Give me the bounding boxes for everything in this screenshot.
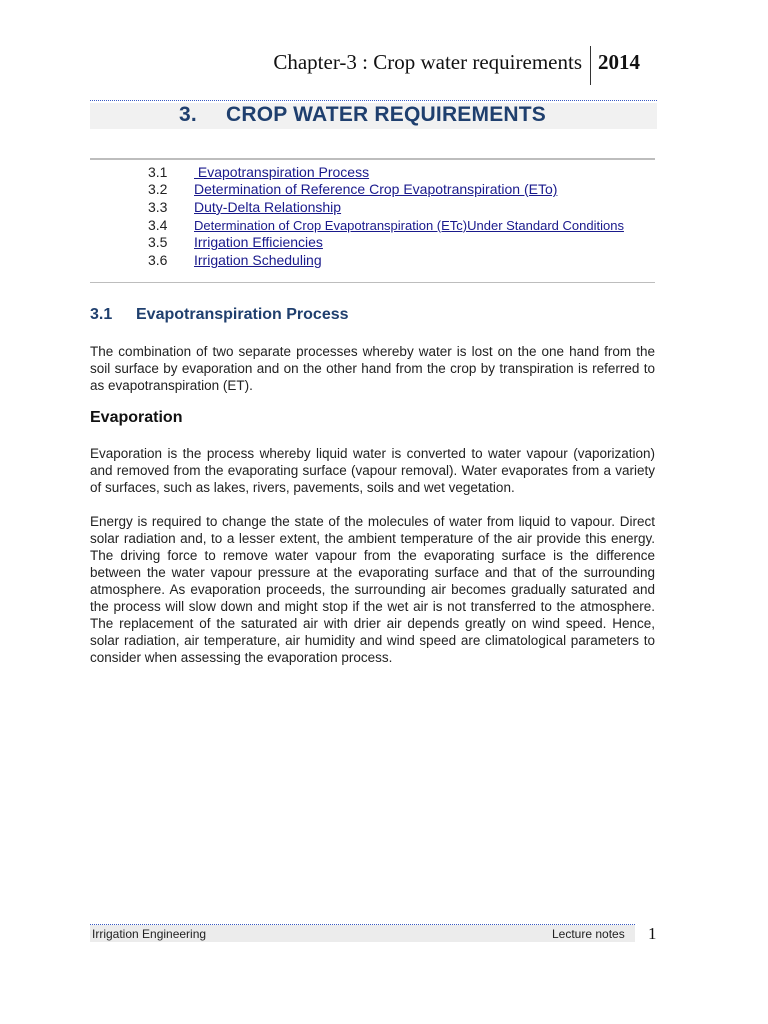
header-dotted-rule bbox=[90, 100, 657, 101]
toc-entry bbox=[148, 217, 624, 233]
toc-link-irrigation-scheduling[interactable]: Irrigation Scheduling bbox=[194, 252, 322, 268]
page-number: 1 bbox=[648, 924, 657, 943]
section-intro-paragraph: The combination of two separate processes whereby water is lost on the one hand from the soil surface by evaporation and on the other hand from the crop by transpiration is referred to as evapotranspiration (ET). bbox=[90, 344, 655, 393]
evaporation-paragraph-2: Energy is required to change the state of the molecules of water from liquid to vapour. Direct solar radiation and, to a lesser extent, the ambient temperature of the air provide this energy. The driving force to remove water vapour from the evaporating surface is the difference between the water vapour pressure at the evaporating surface and that of the surrounding atmosphere. As evaporation proceeds, the surrounding air becomes gradually saturated and the process will slow down and might stop if the wet air is not transferred to the atmosphere. The replacement of the saturated air with drier air depends greatly on wind speed. Hence, solar radiation, air temperature, air humidity and wind speed are climatological parameters to consider when assessing the evaporation process. bbox=[90, 514, 655, 665]
chapter-number: 3. bbox=[179, 103, 197, 126]
footer-dotted-rule bbox=[90, 924, 635, 925]
evaporation-paragraph-1: Evaporation is the process whereby liquid water is converted to water vapour (vaporization) and removed from the evaporating surface (vapour removal). Water evaporates from a variety of surfaces, such as lakes, rivers, pavements, soils and wet vegetation. bbox=[90, 446, 655, 495]
chapter-title: CROP WATER REQUIREMENTS bbox=[226, 103, 547, 126]
toc-number: 3.4 bbox=[148, 217, 168, 233]
page-header-year: 2014 bbox=[598, 50, 640, 74]
toc-link-duty-delta[interactable]: Duty-Delta Relationship bbox=[194, 199, 342, 215]
toc-entry bbox=[148, 199, 341, 215]
section-number: 3.1 bbox=[90, 306, 113, 323]
toc-entry bbox=[148, 252, 322, 268]
toc-number: 3.3 bbox=[148, 199, 168, 215]
toc-link-irrigation-efficiencies[interactable]: Irrigation Efficiencies bbox=[194, 234, 323, 250]
toc-entry bbox=[148, 181, 557, 197]
toc-number: 3.5 bbox=[148, 234, 168, 250]
header-separator bbox=[590, 46, 591, 85]
section-heading bbox=[90, 306, 349, 324]
page-header-title: Chapter-3 : Crop water requirements bbox=[273, 50, 582, 74]
section-title: Evapotranspiration Process bbox=[136, 306, 349, 323]
toc-link-evapotranspiration-process[interactable]: Evapotranspiration Process bbox=[194, 164, 370, 180]
footer-course-name: Irrigation Engineering bbox=[92, 927, 207, 941]
toc-entry bbox=[148, 234, 323, 250]
toc-link-reference-et[interactable]: Determination of Reference Crop Evapotranspiration (ETo) bbox=[194, 181, 558, 197]
footer-doc-type: Lecture notes bbox=[552, 927, 625, 941]
toc-bottom-rule bbox=[90, 282, 655, 283]
toc-number: 3.2 bbox=[148, 181, 168, 197]
toc-entry bbox=[148, 164, 369, 180]
toc-number: 3.1 bbox=[148, 164, 168, 180]
chapter-heading bbox=[179, 103, 546, 127]
toc-top-rule bbox=[90, 158, 655, 160]
toc-link-crop-et[interactable]: Determination of Crop Evapotranspiration (ETc)Under Standard Conditions bbox=[194, 218, 624, 233]
toc-number: 3.6 bbox=[148, 252, 168, 268]
subsection-heading-evaporation: Evaporation bbox=[90, 409, 183, 426]
